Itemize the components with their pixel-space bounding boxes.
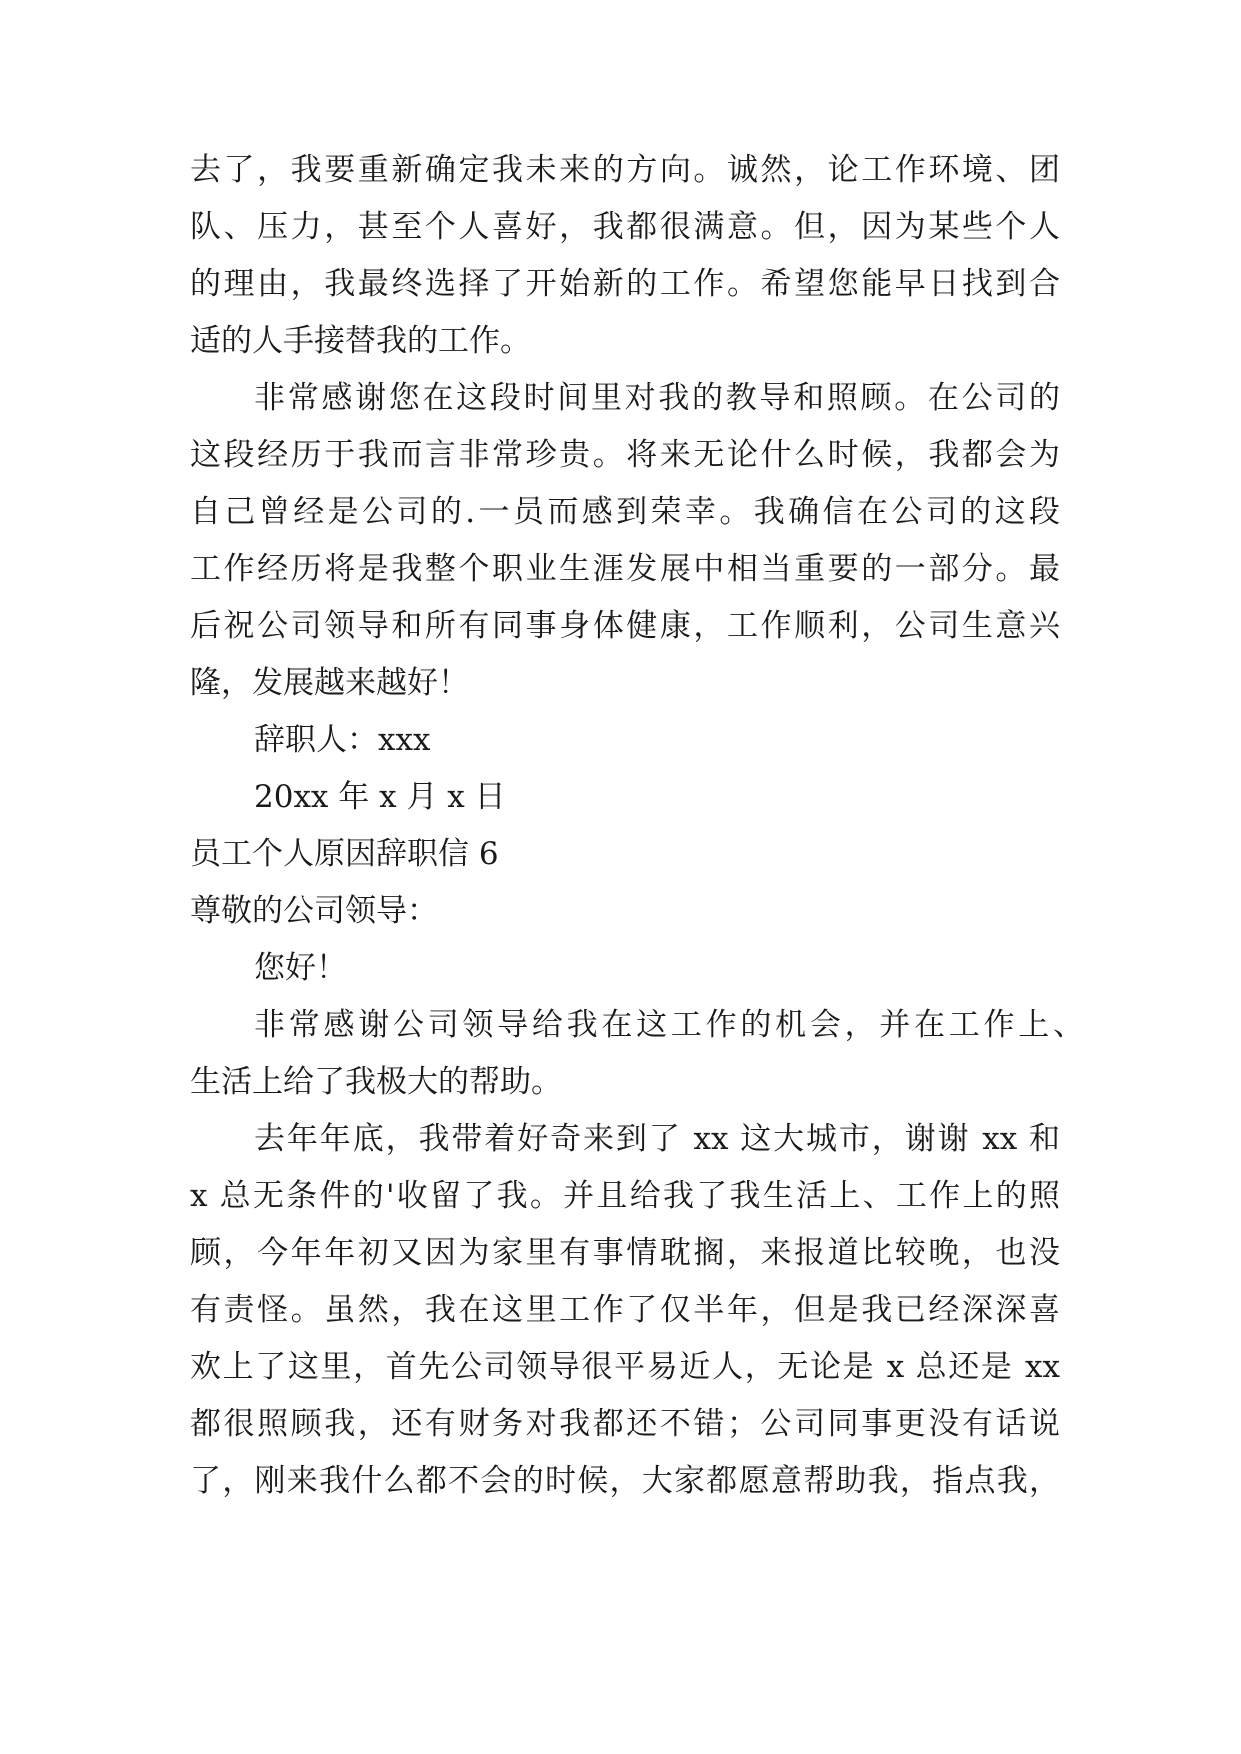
paragraph-line: 隆，发展越来越好！ [190, 665, 469, 701]
paragraph-line: 顾，今年年初又因为家里有事情耽搁，来报道比较晚，也没 [190, 1235, 1060, 1271]
paragraph-line: 适的人手接替我的工作。 [190, 323, 531, 359]
salutation: 尊敬的公司领导： [190, 893, 438, 929]
date-line: 20xx 年 x 月 x 日 [254, 779, 506, 815]
greeting: 您好！ [254, 950, 347, 986]
paragraph-line: 都很照顾我，还有财务对我都还不错；公司同事更没有话说 [190, 1406, 1060, 1442]
paragraph-line: 非常感谢公司领导给我在这工作的机会，并在工作上、 [254, 1007, 1084, 1043]
paragraph-line: 去年年底，我带着好奇来到了 xx 这大城市，谢谢 xx 和 [254, 1121, 1060, 1157]
paragraph-line: 工作经历将是我整个职业生涯发展中相当重要的一部分。最 [190, 551, 1060, 587]
paragraph-line: 欢上了这里，首先公司领导很平易近人，无论是 x 总还是 xx [190, 1349, 1060, 1385]
signer-line: 辞职人：xxx [254, 722, 431, 758]
paragraph-line: x 总无条件的'收留了我。并且给我了我生活上、工作上的照 [190, 1178, 1060, 1214]
paragraph-line: 非常感谢您在这段时间里对我的教导和照顾。在公司的 [254, 380, 1060, 416]
paragraph-line: 的理由，我最终选择了开始新的工作。希望您能早日找到合 [190, 266, 1060, 302]
section-title: 员工个人原因辞职信 6 [190, 836, 499, 872]
paragraph-line: 生活上给了我极大的帮助。 [190, 1064, 562, 1100]
paragraph-line: 去了，我要重新确定我未来的方向。诚然，论工作环境、团 [190, 152, 1060, 188]
paragraph-line: 这段经历于我而言非常珍贵。将来无论什么时候，我都会为 [190, 437, 1060, 473]
paragraph-line: 队、压力，甚至个人喜好，我都很满意。但，因为某些个人 [190, 209, 1060, 245]
paragraph-line: 有责怪。虽然，我在这里工作了仅半年，但是我已经深深喜 [190, 1292, 1060, 1328]
paragraph-line: 后祝公司领导和所有同事身体健康，工作顺利，公司生意兴 [190, 608, 1060, 644]
paragraph-line: 了，刚来我什么都不会的时候，大家都愿意帮助我，指点我， [190, 1463, 1060, 1499]
paragraph-line: 自己曾经是公司的.一员而感到荣幸。我确信在公司的这段 [190, 494, 1060, 530]
